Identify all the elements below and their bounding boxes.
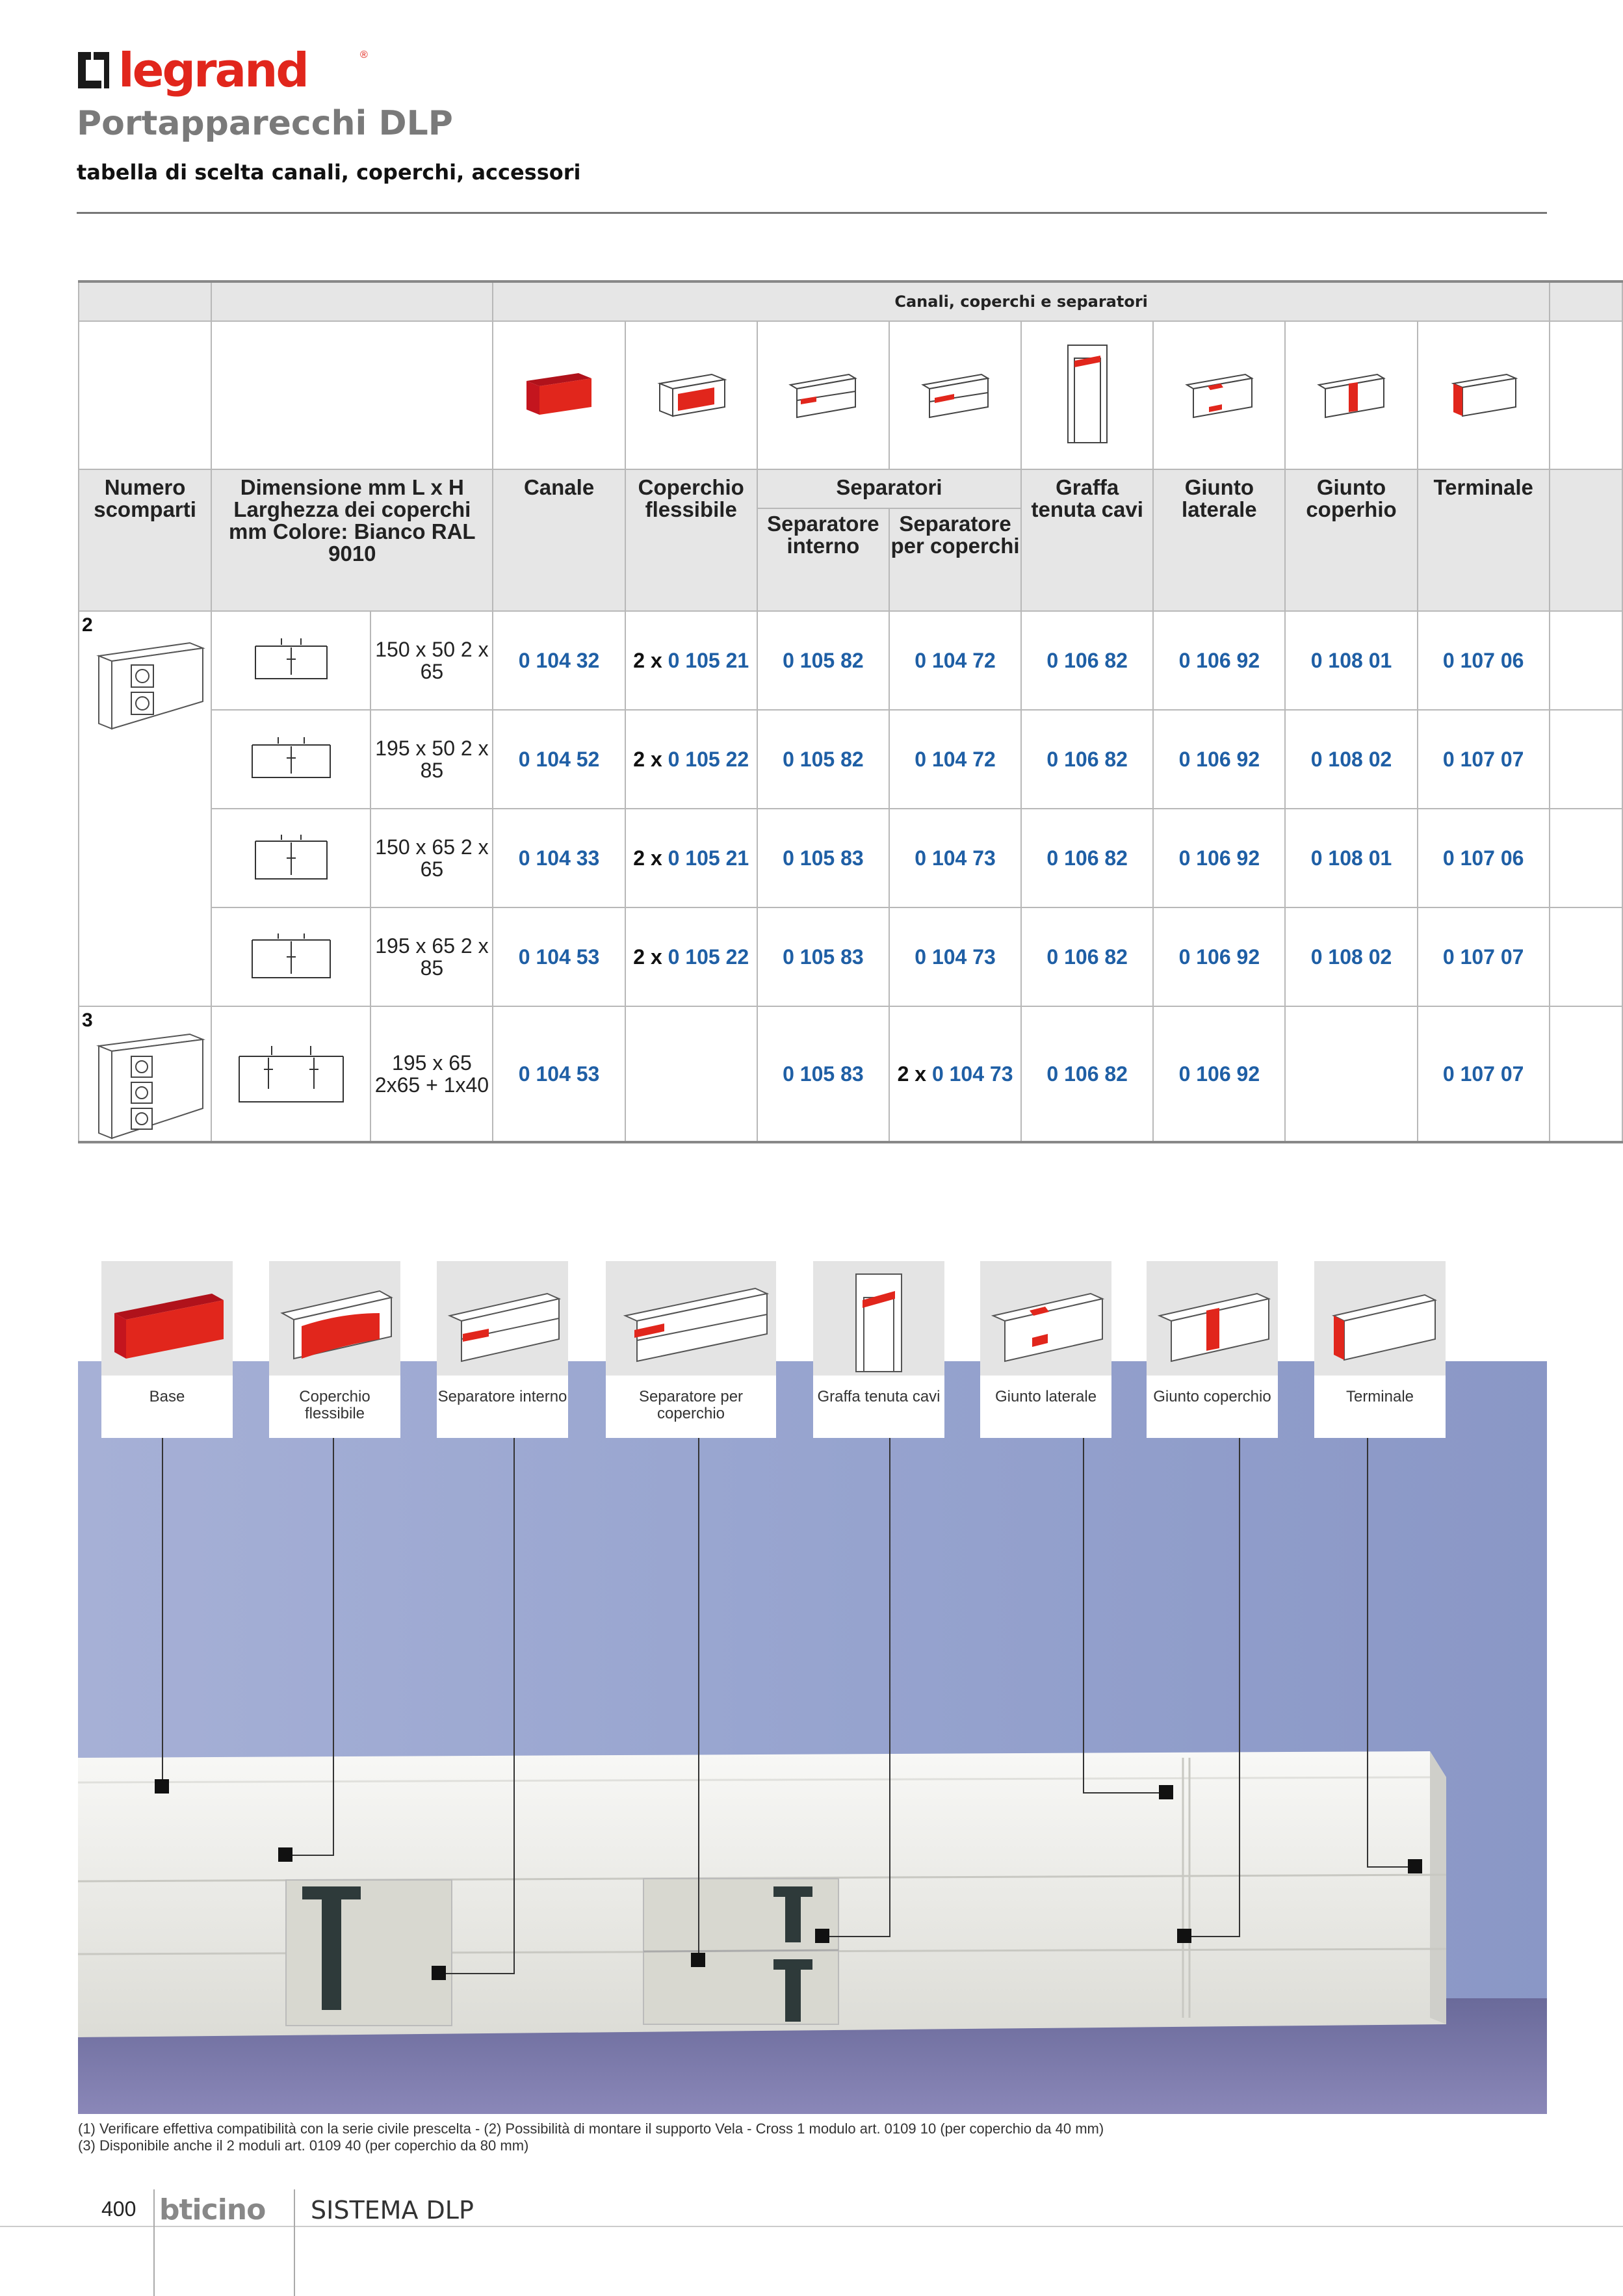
code-sep-coperchi: 0 104 72 xyxy=(889,710,1021,809)
code-terminale: 0 107 06 xyxy=(1418,809,1550,907)
group-3-cell xyxy=(79,1006,211,1142)
code-giunto-coperchio xyxy=(1285,1006,1417,1142)
part-label: Graffa tenuta cavi xyxy=(817,1388,941,1405)
code-canale: 0 104 52 xyxy=(493,710,625,809)
callout-marker xyxy=(432,1966,446,1980)
code-canale: 0 104 53 xyxy=(493,907,625,1006)
code-canale: 0 104 53 xyxy=(493,1006,625,1142)
page-title: Portapparecchi DLP xyxy=(77,104,453,143)
part-label: Giunto laterale xyxy=(994,1388,1097,1405)
sep-coperchi-image xyxy=(889,321,1021,469)
code-sep-interno: 0 105 82 xyxy=(757,611,889,710)
code-graffa: 0 106 82 xyxy=(1021,907,1153,1006)
code-canale: 0 104 32 xyxy=(493,611,625,710)
channel-section-icon xyxy=(226,1037,356,1108)
dim-value: 150 x 50 2 x 65 xyxy=(370,611,493,710)
part-label: Coperchio flessibile xyxy=(299,1388,370,1422)
code-sep-coperchi: 0 104 73 xyxy=(889,809,1021,907)
code-canale: 0 104 33 xyxy=(493,809,625,907)
page-subtitle: tabella di scelta canali, coperchi, accessori xyxy=(77,160,581,185)
header-divider xyxy=(77,212,1547,214)
code-graffa: 0 106 82 xyxy=(1021,809,1153,907)
section-drawing xyxy=(211,809,370,907)
footnotes xyxy=(78,2120,1104,2154)
qty-prefix: 2 x xyxy=(633,945,662,969)
code-giunto-laterale: 0 106 92 xyxy=(1153,611,1285,710)
selection-table xyxy=(78,280,1623,1143)
brand-wordmark: legrand xyxy=(118,43,307,98)
giunto-laterale-icon xyxy=(1180,361,1258,426)
leader-line xyxy=(889,1438,890,1937)
callout-marker xyxy=(1177,1929,1191,1943)
section-name: SISTEMA DLP xyxy=(311,2196,474,2224)
code-coperchio: 0 105 21 xyxy=(668,648,749,672)
group-header: Canali, coperchi e separatori xyxy=(493,281,1549,321)
part-label: Giunto coperchio xyxy=(1153,1388,1271,1405)
section-drawing xyxy=(211,1006,370,1142)
channel-section-icon xyxy=(242,633,340,685)
code-giunto-coperchio: 0 108 01 xyxy=(1285,809,1417,907)
separatore-interno-icon xyxy=(784,361,862,426)
col-sep-coperchi: Separatore per coperchi xyxy=(889,508,1021,611)
code-sep-interno: 0 105 83 xyxy=(757,1006,889,1142)
group-2-cell xyxy=(79,611,211,1006)
dim-value: 150 x 65 2 x 65 xyxy=(370,809,493,907)
leader-line xyxy=(513,1438,515,1974)
canale-image xyxy=(493,321,625,469)
callout-marker xyxy=(278,1847,292,1862)
callout-marker xyxy=(155,1779,169,1794)
code-graffa: 0 106 82 xyxy=(1021,1006,1153,1142)
code-giunto-laterale: 0 106 92 xyxy=(1153,809,1285,907)
footnote: (1) Verificare effettiva compatibilità con la serie civile prescelta - (2) Possibilità di montare il supporto Vela - Cross 1 modulo art. 0109 10 (per coperchio da 40 mm) xyxy=(78,2120,1104,2137)
part-label: Separatore per coperchio xyxy=(638,1388,744,1422)
callout-marker xyxy=(815,1929,829,1943)
part-label: Terminale xyxy=(1345,1388,1414,1405)
giunto-laterale-icon xyxy=(980,1261,1111,1376)
code-terminale: 0 107 07 xyxy=(1418,1006,1550,1142)
sep-interno-image xyxy=(757,321,889,469)
code-giunto-coperchio: 0 108 02 xyxy=(1285,907,1417,1006)
part-tile-terminale xyxy=(1314,1261,1446,1438)
three-compartment-icon xyxy=(79,1030,209,1141)
leader-line xyxy=(1184,1936,1240,1937)
giunto-laterale-image xyxy=(1153,321,1285,469)
code-coperchio: 0 105 22 xyxy=(668,945,749,969)
col-numero: Numero scomparti xyxy=(79,469,211,611)
part-tile-graffa xyxy=(813,1261,944,1438)
leader-line xyxy=(823,1936,890,1937)
code-sep-interno: 0 105 82 xyxy=(757,710,889,809)
code-sep-interno: 0 105 83 xyxy=(757,907,889,1006)
separatore-coperchio-icon xyxy=(606,1261,776,1376)
callout-marker xyxy=(691,1953,705,1967)
code-terminale: 0 107 06 xyxy=(1418,611,1550,710)
code-graffa: 0 106 82 xyxy=(1021,611,1153,710)
col-giunto-coperchio: Giunto coperhio xyxy=(1285,469,1417,611)
giunto-coperchio-icon xyxy=(1147,1261,1278,1376)
two-compartment-icon xyxy=(79,636,209,734)
channel-section-icon xyxy=(242,831,340,883)
code-sep-coperchi: 0 104 72 xyxy=(889,611,1021,710)
page-number: 400 xyxy=(101,2197,136,2221)
code-graffa: 0 106 82 xyxy=(1021,710,1153,809)
col-graffa: Graffa tenuta cavi xyxy=(1021,469,1153,611)
terminale-icon xyxy=(1314,1261,1446,1376)
bticino-logo: bticino xyxy=(159,2193,266,2226)
part-tile-base xyxy=(101,1261,233,1438)
qty-prefix: 2 x xyxy=(633,747,662,771)
qty-prefix: 2 x xyxy=(633,648,662,672)
footnote: (3) Disponibile anche il 2 moduli art. 0109 40 (per coperchio da 80 mm) xyxy=(78,2137,529,2154)
dim-value: 195 x 65 2x65 + 1x40 xyxy=(370,1006,493,1142)
separatore-interno-icon xyxy=(437,1261,568,1376)
legrand-mark-icon xyxy=(77,51,110,90)
graffa-icon xyxy=(1048,339,1126,449)
registered-mark: ® xyxy=(360,49,368,60)
leader-line xyxy=(1083,1792,1167,1794)
leader-line xyxy=(1239,1438,1240,1937)
coperchio-flessibile-icon xyxy=(269,1261,400,1376)
coperchio-icon xyxy=(652,361,730,426)
leader-line xyxy=(333,1438,334,1855)
qty-prefix: 2 x xyxy=(633,846,662,870)
col-giunto-laterale: Giunto laterale xyxy=(1153,469,1285,611)
dim-value: 195 x 65 2 x 85 xyxy=(370,907,493,1006)
code-sep-interno: 0 105 83 xyxy=(757,809,889,907)
code-coperchio: 0 105 22 xyxy=(668,747,749,771)
leader-line xyxy=(162,1438,163,1784)
separatore-coperchio-icon xyxy=(916,361,994,426)
code-giunto-coperchio: 0 108 02 xyxy=(1285,710,1417,809)
code-giunto-laterale: 0 106 92 xyxy=(1153,907,1285,1006)
graffa-image xyxy=(1021,321,1153,469)
callout-marker xyxy=(1408,1859,1422,1873)
code-sep-coperchi: 0 104 73 xyxy=(931,1062,1013,1086)
qty-prefix: 2 x xyxy=(897,1062,927,1086)
part-label: Separatore interno xyxy=(437,1388,567,1405)
canale-icon xyxy=(520,361,598,426)
part-tile-separatore-interno xyxy=(437,1261,568,1438)
code-giunto-coperchio: 0 108 01 xyxy=(1285,611,1417,710)
part-tile-giunto-laterale xyxy=(980,1261,1111,1438)
section-drawing xyxy=(211,907,370,1006)
part-tile-giunto-coperchio xyxy=(1147,1261,1278,1438)
terminale-icon xyxy=(1444,361,1522,426)
col-separatori: Separatori xyxy=(757,469,1021,508)
section-drawing xyxy=(211,611,370,710)
col-coperchio: Coperchio flessibile xyxy=(625,469,757,611)
col-canale: Canale xyxy=(493,469,625,611)
coperchio-image xyxy=(625,321,757,469)
section-drawing xyxy=(211,710,370,809)
leader-line xyxy=(698,1438,699,1958)
base-icon xyxy=(101,1261,233,1376)
leader-line xyxy=(1083,1438,1084,1793)
terminale-image xyxy=(1418,321,1550,469)
channel-section-icon xyxy=(242,930,340,982)
group-label: 2 xyxy=(82,614,93,636)
leader-line xyxy=(1367,1438,1368,1867)
col-dimensione: Dimensione mm L x H Larghezza dei coperchi mm Colore: Bianco RAL 9010 xyxy=(211,469,493,611)
giunto-coperchio-image xyxy=(1285,321,1417,469)
legrand-logo xyxy=(77,43,368,99)
code-sep-coperchi: 0 104 73 xyxy=(889,907,1021,1006)
part-label: Base xyxy=(149,1388,185,1405)
col-sep-interno: Separatore interno xyxy=(757,508,889,611)
code-terminale: 0 107 07 xyxy=(1418,907,1550,1006)
code-coperchio: 0 105 21 xyxy=(668,846,749,870)
channel-section-icon xyxy=(242,732,340,784)
dim-value: 195 x 50 2 x 85 xyxy=(370,710,493,809)
part-tile-separatore-coperchio xyxy=(606,1261,776,1438)
leader-line xyxy=(286,1855,334,1856)
code-giunto-laterale: 0 106 92 xyxy=(1153,1006,1285,1142)
callout-marker xyxy=(1159,1785,1173,1799)
installation-photo xyxy=(78,1361,1547,2114)
giunto-coperchio-icon xyxy=(1312,361,1390,426)
col-terminale: Terminale xyxy=(1418,469,1550,611)
footer-divider xyxy=(153,2189,155,2296)
graffa-tenuta-cavi-icon xyxy=(813,1261,944,1376)
footer-divider xyxy=(294,2189,295,2296)
code-giunto-laterale: 0 106 92 xyxy=(1153,710,1285,809)
group-label: 3 xyxy=(82,1010,93,1031)
leader-line xyxy=(439,1973,515,1974)
part-tile-coperchio xyxy=(269,1261,400,1438)
code-terminale: 0 107 07 xyxy=(1418,710,1550,809)
